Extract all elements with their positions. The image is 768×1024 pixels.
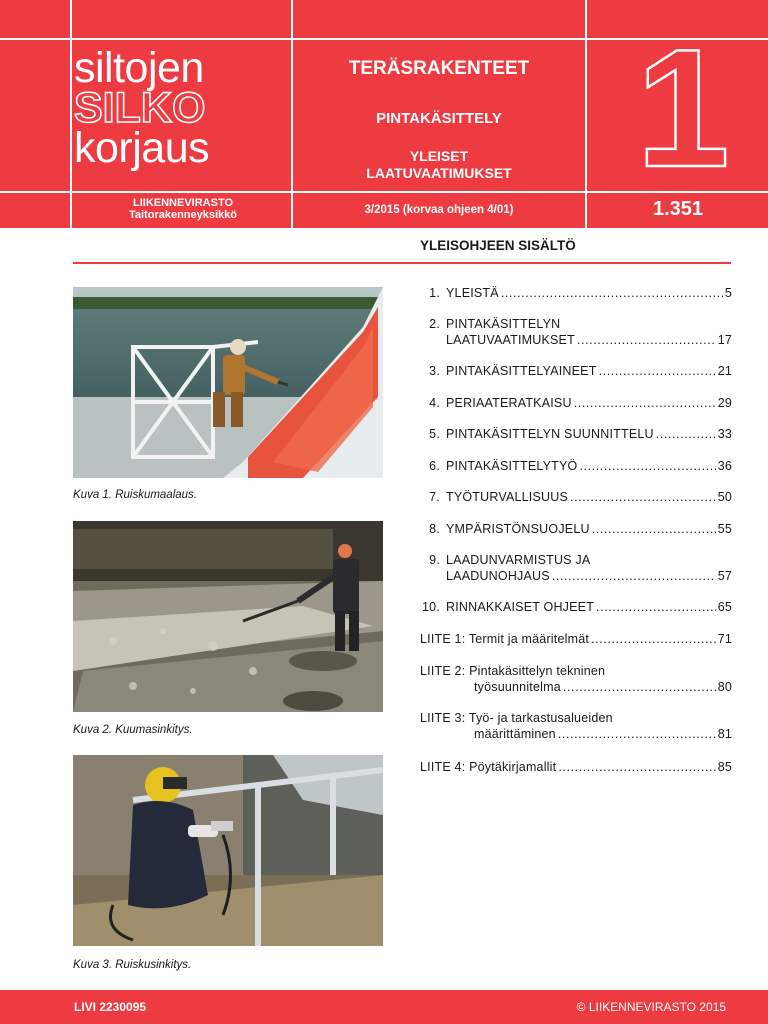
toc-item-title-cont: LAADUNOHJAUS (446, 569, 550, 583)
toc-item-page: 29 (717, 396, 732, 410)
toc-item-page: 81 (717, 727, 732, 741)
toc-item-number: 3. (429, 364, 440, 378)
header-divider-3 (585, 0, 587, 228)
toc-leader-dots (592, 521, 716, 537)
toc-item-page: 5 (724, 286, 732, 300)
logo-line-3: korjaus (74, 124, 210, 172)
toc-item-3[interactable] (420, 363, 732, 379)
toc-appendix-label: LIITE 1: (420, 632, 466, 646)
toc-item-6[interactable] (420, 458, 732, 474)
toc-item-number: 10. (422, 600, 440, 614)
toc-item-5[interactable] (420, 426, 732, 442)
toc-item-number: 9. (429, 553, 440, 567)
toc-leader-dots (656, 426, 716, 442)
toc-appendix-1[interactable] (420, 631, 732, 647)
red-divider (73, 262, 731, 264)
toc-appendix-label: LIITE 3: (420, 711, 466, 725)
figure-1-caption: Kuva 1. Ruiskumaalaus. (73, 489, 198, 501)
subtitle-2-line-1: YLEISET (409, 148, 469, 164)
document-id: LIVI 2230095 (74, 1000, 147, 1014)
toc-item-title: Pintakäsittelyn tekninen (469, 664, 606, 678)
toc-item-title-cont: työsuunnitelma (474, 680, 561, 694)
photo-hot-dip-galvanizing (73, 521, 383, 712)
toc-item-number: 7. (429, 490, 440, 504)
agency-line-1: LIIKENNEVIRASTO (132, 197, 234, 209)
toc-leader-dots (574, 395, 716, 411)
toc-item-number: 1. (429, 286, 440, 300)
figure-3-caption: Kuva 3. Ruiskusinkitys. (73, 959, 192, 971)
toc-leader-dots (577, 332, 716, 348)
logo-line-1: siltojen (74, 44, 204, 92)
toc-item-title: PINTAKÄSITTELYN SUUNNITTELU (446, 427, 654, 441)
toc-item-title: LAADUNVARMISTUS JA (446, 553, 591, 567)
toc-leader-dots (579, 458, 715, 474)
toc-item-title: RINNAKKAISET OHJEET (446, 600, 595, 614)
document-title: TERÄSRAKENTEET (348, 58, 530, 79)
toc-item-7[interactable] (420, 489, 732, 505)
toc-leader-dots (563, 679, 716, 695)
toc-item-title: Työ- ja tarkastusalueiden (468, 711, 613, 725)
toc-item-page: 80 (717, 680, 732, 694)
toc-appendix-2[interactable] (420, 663, 732, 695)
toc-leader-dots (558, 759, 715, 775)
toc-item-page: 57 (717, 569, 732, 583)
toc-item-number: 6. (429, 459, 440, 473)
toc-item-page: 17 (717, 333, 732, 347)
toc-leader-dots (570, 489, 716, 505)
toc-item-1[interactable] (420, 285, 732, 301)
toc-item-page: 65 (717, 600, 732, 614)
copyright-notice: © LIIKENNEVIRASTO 2015 (576, 1000, 726, 1014)
toc-item-number: 2. (429, 317, 440, 331)
toc-item-4[interactable] (420, 395, 732, 411)
toc-leader-dots (596, 599, 716, 615)
toc-item-page: 50 (717, 490, 732, 504)
chapter-number-text: 1 (636, 34, 730, 184)
header-band (0, 0, 768, 228)
toc-item-page: 71 (717, 632, 732, 646)
toc-item-number: 4. (429, 396, 440, 410)
toc-item-8[interactable] (420, 521, 732, 537)
toc-item-number: 8. (429, 522, 440, 536)
figure-2-caption: Kuva 2. Kuumasinkitys. (73, 724, 193, 736)
toc-item-page: 85 (717, 760, 732, 774)
logo-line-2: SILKO (74, 84, 206, 132)
toc-item-title: PINTAKÄSITTELYAINEET (446, 364, 597, 378)
toc-leader-dots (501, 285, 723, 301)
toc-appendix-3[interactable] (420, 710, 732, 742)
toc-item-title: YLEISTÄ (446, 286, 499, 300)
toc-item-9[interactable] (420, 552, 732, 584)
toc-appendix-label: LIITE 2: (420, 664, 466, 678)
toc-item-page: 36 (717, 459, 732, 473)
toc-item-title: PERIAATERATKAISU (446, 396, 572, 410)
toc-item-title: TYÖTURVALLISUUS (446, 490, 569, 504)
toc-item-10[interactable] (420, 599, 732, 615)
photo-spray-galvanizing (73, 755, 383, 946)
toc-item-title-cont: LAATUVAATIMUKSET (446, 333, 575, 347)
toc-item-title: Pöytäkirjamallit (469, 760, 557, 774)
agency-name (74, 197, 292, 221)
document-subtitle: PINTAKÄSITTELY (376, 110, 502, 127)
silko-logo (74, 44, 292, 172)
header-divider-1 (70, 0, 72, 228)
agency-line-2: Taitorakenneyksikkö (128, 209, 237, 221)
edition-note: 3/2015 (korvaa ohjeen 4/01) (364, 204, 514, 216)
toc-leader-dots (599, 363, 716, 379)
photo-spray-painting (73, 287, 383, 478)
document-subtitle-2 (294, 148, 584, 182)
toc-item-title: Termit ja määritelmät (468, 632, 590, 646)
toc-leader-dots (552, 568, 716, 584)
footer-band (0, 990, 768, 1024)
toc-appendix-4[interactable] (420, 759, 732, 775)
header-rule-bottom (0, 191, 768, 193)
contents-title: YLEISOHJEEN SISÄLTÖ (420, 238, 576, 253)
toc-leader-dots (591, 631, 716, 647)
chapter-number-outline (588, 34, 768, 184)
toc-item-title-cont: määrittäminen (474, 727, 556, 741)
toc-item-title: YMPÄRISTÖNSUOJELU (446, 522, 590, 536)
toc-item-title: PINTAKÄSITTELYN (446, 317, 561, 331)
toc-item-page: 33 (717, 427, 732, 441)
toc-item-page: 55 (717, 522, 732, 536)
toc-leader-dots (558, 726, 716, 742)
toc-item-2[interactable] (420, 316, 732, 348)
toc-item-title: PINTAKÄSITTELYTYÖ (446, 459, 578, 473)
subtitle-2-line-2: LAATUVAATIMUKSET (366, 165, 512, 181)
document-code: 1.351 (652, 198, 704, 220)
toc-item-page: 21 (717, 364, 732, 378)
toc-appendix-label: LIITE 4: (420, 760, 466, 774)
toc-item-number: 5. (429, 427, 440, 441)
